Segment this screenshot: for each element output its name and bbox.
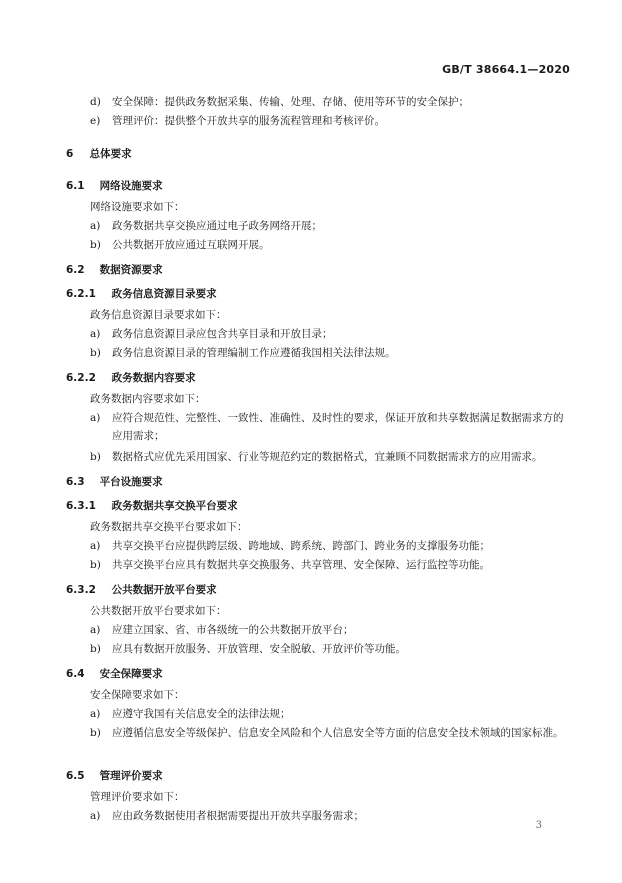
list-text: 应符合规范性、完整性、一致性、准确性、及时性的要求，保证开放和共享数据满足数据需求方的应用需求； bbox=[112, 412, 564, 442]
section-number: 6.3.2 bbox=[66, 584, 96, 596]
list-text: 应具有数据开放服务、开放管理、安全脱敏、开放评价等功能。 bbox=[112, 643, 406, 655]
list-text: 应建立国家、省、市各级统一的公共数据开放平台； bbox=[112, 624, 354, 636]
section-title: 网络设施要求 bbox=[99, 180, 163, 192]
section-number: 6.3 bbox=[66, 476, 85, 488]
section-heading bbox=[66, 369, 196, 387]
section-title: 管理评价要求 bbox=[99, 770, 163, 782]
intro-text: 政务数据共享交换平台要求如下： bbox=[90, 521, 248, 533]
section-number: 6.2.2 bbox=[66, 372, 96, 384]
list-text: 应由政务数据使用者根据需要提出开放共享服务需求； bbox=[112, 810, 364, 822]
section-heading bbox=[66, 261, 163, 279]
intro-text: 网络设施要求如下： bbox=[90, 201, 185, 213]
list-mark: b) bbox=[90, 727, 101, 739]
intro-text: 政务数据内容要求如下： bbox=[90, 393, 206, 405]
intro-text: 安全保障要求如下： bbox=[90, 689, 185, 701]
list-text: 应遵循信息安全等级保护、信息安全风险和个人信息安全等方面的信息安全技术领域的国家标准。 bbox=[112, 727, 564, 739]
list-mark: a) bbox=[90, 624, 101, 636]
intro-text: 政务信息资源目录要求如下： bbox=[90, 309, 227, 321]
section-number: 6.2.1 bbox=[66, 288, 96, 300]
section-title: 安全保障要求 bbox=[99, 668, 163, 680]
list-text: 应遵守我国有关信息安全的法律法规； bbox=[112, 708, 291, 720]
document-code: GB/T 38664.1—2020 bbox=[442, 63, 570, 76]
list-text: 政务信息资源目录的管理编制工作应遵循我国相关法律法规。 bbox=[112, 347, 396, 359]
list-mark: b) bbox=[90, 239, 101, 251]
list-text: 公共数据开放应通过互联网开展。 bbox=[112, 239, 270, 251]
list-text: 共享交换平台应具有数据共享交换服务、共享管理、安全保障、运行监控等功能。 bbox=[112, 559, 490, 571]
section-title: 政务信息资源目录要求 bbox=[111, 288, 217, 300]
section-title: 公共数据开放平台要求 bbox=[111, 584, 217, 596]
section-number: 6.5 bbox=[66, 770, 85, 782]
list-text: 数据格式应优先采用国家、行业等规范约定的数据格式，宜兼顾不同数据需求方的应用需求。 bbox=[112, 451, 543, 463]
list-mark: a) bbox=[90, 412, 101, 424]
list-mark: a) bbox=[90, 810, 101, 822]
section-number: 6.4 bbox=[66, 668, 85, 680]
list-text: 政务数据共享交换应通过电子政务网络开展； bbox=[112, 220, 322, 232]
intro-text: 管理评价要求如下： bbox=[90, 791, 185, 803]
section-heading bbox=[66, 767, 163, 785]
section-heading bbox=[66, 497, 238, 515]
section-number: 6 bbox=[66, 148, 74, 160]
list-mark: b) bbox=[90, 347, 101, 359]
section-heading bbox=[66, 177, 163, 195]
list-text: 安全保障：提供政务数据采集、传输、处理、存储、使用等环节的安全保护； bbox=[112, 96, 469, 108]
section-heading bbox=[66, 285, 217, 303]
section-number: 6.1 bbox=[66, 180, 85, 192]
list-text: 共享交换平台应提供跨层级、跨地域、跨系统、跨部门、跨业务的支撑服务功能； bbox=[112, 540, 490, 552]
section-heading bbox=[66, 581, 217, 599]
section-number: 6.3.1 bbox=[66, 500, 96, 512]
section-title: 平台设施要求 bbox=[99, 476, 163, 488]
section-heading bbox=[66, 665, 163, 683]
list-text: 政务信息资源目录应包含共享目录和开放目录； bbox=[112, 328, 333, 340]
page-number: 3 bbox=[535, 820, 542, 831]
section-title: 政务数据共享交换平台要求 bbox=[111, 500, 238, 512]
section-number: 6.2 bbox=[66, 264, 85, 276]
list-mark: a) bbox=[90, 708, 101, 720]
list-mark: b) bbox=[90, 559, 101, 571]
section-heading bbox=[66, 145, 132, 163]
section-title: 政务数据内容要求 bbox=[111, 372, 196, 384]
section-title: 总体要求 bbox=[89, 148, 132, 160]
list-mark: d) bbox=[90, 96, 101, 108]
list-mark: b) bbox=[90, 451, 101, 463]
list-mark: e) bbox=[90, 115, 101, 127]
section-heading bbox=[66, 473, 163, 491]
list-mark: a) bbox=[90, 540, 101, 552]
list-text: 管理评价：提供整个开放共享的服务流程管理和考核评价。 bbox=[112, 115, 385, 127]
list-mark: a) bbox=[90, 328, 101, 340]
list-mark: a) bbox=[90, 220, 101, 232]
list-mark: b) bbox=[90, 643, 101, 655]
section-title: 数据资源要求 bbox=[99, 264, 163, 276]
intro-text: 公共数据开放平台要求如下： bbox=[90, 605, 227, 617]
